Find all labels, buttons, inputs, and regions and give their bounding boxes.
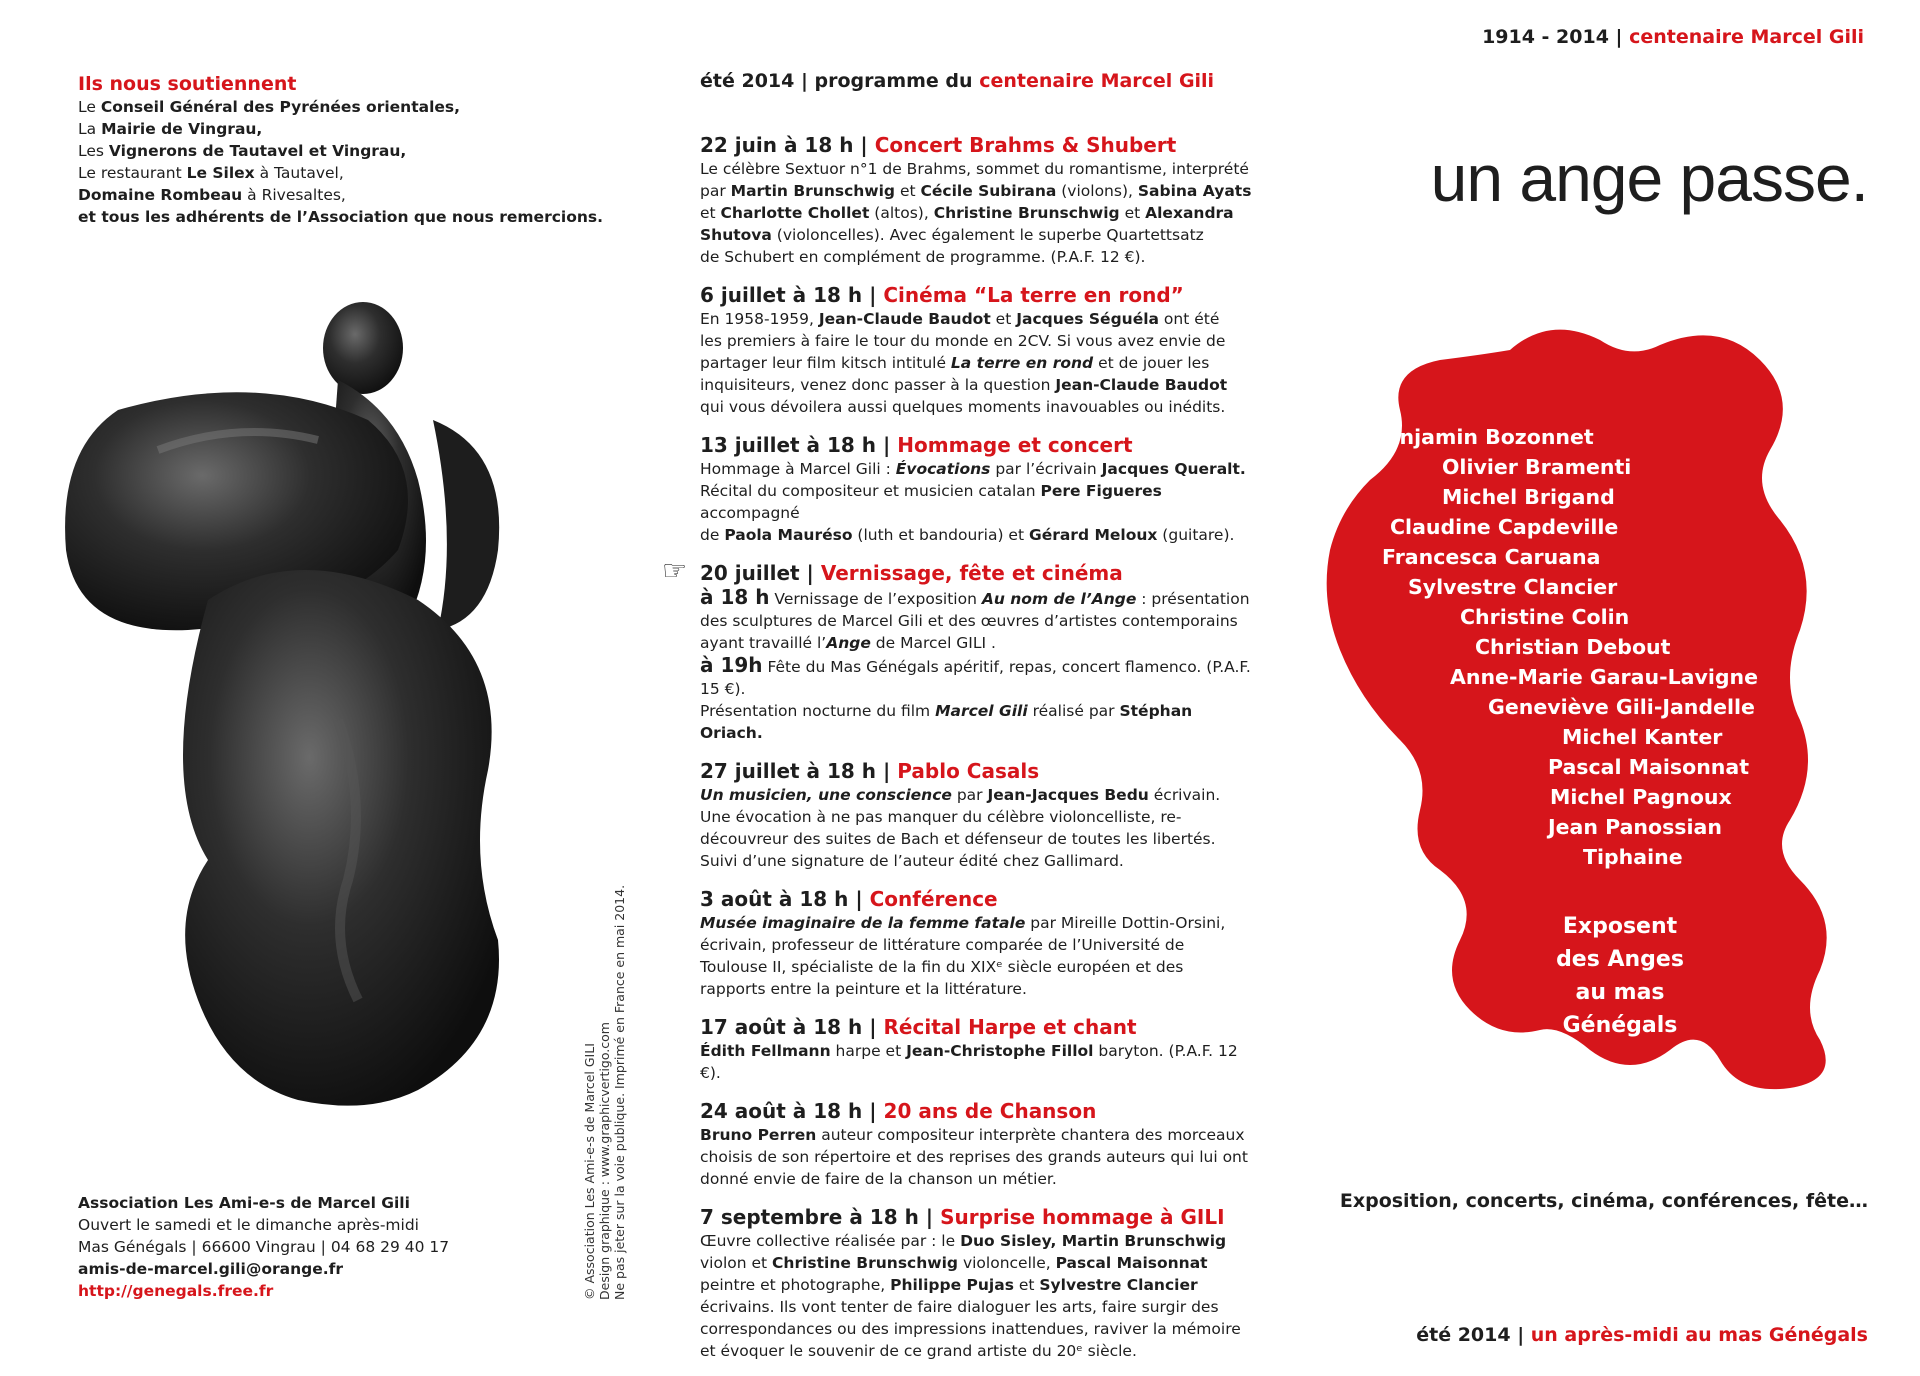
artist-name: Geneviève Gili-Jandelle — [1488, 695, 1755, 719]
event-date: 3 août à 18 h | — [700, 887, 863, 911]
event-description-line — [700, 374, 1260, 396]
event-heading — [700, 282, 1260, 308]
event-date: 20 juillet | — [700, 561, 814, 585]
text-run: Christine Brunschwig — [772, 1254, 959, 1272]
centenaire-highlight: centenaire Marcel Gili — [1629, 26, 1864, 48]
text-run: partager leur film kitsch intitulé — [700, 354, 951, 372]
event-description-line — [700, 1230, 1260, 1252]
event-description-line — [700, 700, 1260, 744]
text-run: Jean-Christophe Fillol — [906, 1042, 1094, 1060]
event-description-line — [700, 158, 1260, 180]
text-run: Le célèbre Sextuor n°1 de Brahms, sommet du romantisme, interprété — [700, 160, 1249, 178]
event-item — [700, 132, 1260, 268]
text-run: des sculptures de Marcel Gili et des œuvres d’artistes contemporains — [700, 612, 1238, 630]
text-run: Mairie de Vingrau, — [101, 120, 263, 138]
text-run: et tous les adhérents de l’Association que nous remercions. — [78, 208, 604, 226]
event-item — [700, 432, 1260, 546]
text-run: Martin Brunschwig — [730, 182, 896, 200]
text-run: à Rivesaltes, — [242, 186, 346, 204]
text-run: harpe et — [830, 1042, 907, 1060]
text-run: Toulouse II, spécialiste de la fin du XIXᵉ siècle européen et des — [700, 958, 1184, 976]
text-run: Sylvestre Clancier — [1039, 1276, 1198, 1294]
event-heading — [700, 758, 1260, 784]
text-run: à 18 h — [700, 585, 770, 609]
tagline-title: un ange passe. — [1430, 141, 1868, 215]
footer-line — [1416, 1324, 1868, 1346]
event-heading — [700, 1014, 1260, 1040]
text-run: Sabina Ayats — [1137, 182, 1252, 200]
event-description-line — [700, 352, 1260, 374]
angel-sculpture-image — [38, 300, 598, 1130]
text-run: peintre et photographe, — [700, 1276, 891, 1294]
event-description — [700, 784, 1260, 872]
event-description-line — [700, 308, 1260, 330]
supporters-list — [78, 96, 638, 228]
event-item — [700, 1204, 1260, 1362]
event-title: Conférence — [869, 887, 998, 911]
event-description — [700, 1040, 1260, 1084]
text-run: (violoncelles). Avec également le superbe Quartettsatz — [771, 226, 1204, 244]
credit-line: © Association Les Ami-e-s de Marcel GILI — [582, 1043, 597, 1300]
event-date: 27 juillet à 18 h | — [700, 759, 891, 783]
artist-name: Anne-Marie Garau-Lavigne — [1450, 665, 1759, 689]
text-run: inquisiteurs, venez donc passer à la question — [700, 376, 1056, 394]
text-run: Ange — [826, 634, 871, 652]
event-item — [700, 560, 1260, 744]
event-description-line — [700, 396, 1260, 418]
text-run: Évocations — [895, 460, 991, 478]
artist-name: Benjamin Bozonnet — [1370, 425, 1594, 449]
text-run: La — [78, 120, 102, 138]
supporters-title: Ils nous soutiennent — [78, 73, 297, 95]
event-date: 6 juillet à 18 h | — [700, 283, 877, 307]
event-item — [700, 1014, 1260, 1084]
text-run: découvreur des suites de Bach et défenseur de toutes les libertés. — [700, 830, 1216, 848]
footer-prefix: été 2014 | — [1416, 1324, 1531, 1346]
supporter-line — [78, 140, 638, 162]
text-run: : présentation — [1136, 590, 1250, 608]
text-run: violoncelle, — [958, 1254, 1056, 1272]
event-description-line — [700, 480, 1260, 524]
association-website-link[interactable]: http://genegals.free.fr — [78, 1282, 274, 1300]
text-run: Musée imaginaire de la femme fatale — [700, 914, 1026, 932]
text-run: auteur compositeur interprète chantera des morceaux — [816, 1126, 1245, 1144]
event-item — [700, 758, 1260, 872]
text-run: Pere Figueres — [1040, 482, 1162, 500]
event-description-line — [700, 806, 1260, 828]
text-run: à 19h — [700, 653, 763, 677]
text-run: Gérard Meloux — [1028, 526, 1158, 544]
pointing-hand-icon: ☞ — [662, 554, 688, 587]
artist-name: Pascal Maisonnat — [1548, 755, 1750, 779]
text-run: de Schubert en complément de programme. (P.A.F. 12 €). — [700, 248, 1146, 266]
text-run: par — [700, 182, 731, 200]
event-item — [700, 1098, 1260, 1190]
text-run: et — [1013, 1276, 1040, 1294]
artist-name: Jean Panossian — [1548, 815, 1722, 839]
text-run: Jacques Queralt. — [1101, 460, 1246, 478]
event-description-line — [700, 654, 1260, 700]
event-heading — [700, 432, 1260, 458]
text-run: Le — [78, 98, 101, 116]
text-run: les premiers à faire le tour du monde en 2CV. Si vous avez envie de — [700, 332, 1226, 350]
text-run: Un musicien, une conscience — [700, 786, 952, 804]
event-description-line — [700, 610, 1260, 632]
text-run: Suivi d’une signature de l’auteur édité chez Gallimard. — [700, 852, 1124, 870]
event-description-line — [700, 458, 1260, 480]
event-description-line — [700, 202, 1260, 224]
association-info — [78, 1192, 518, 1302]
text-run: correspondances ou des impressions inattendues, raviver la mémoire — [700, 1320, 1241, 1338]
text-run: et — [1119, 204, 1146, 222]
text-run: Philippe Pujas — [890, 1276, 1014, 1294]
text-run: Duo Sisley, Martin Brunschwig — [960, 1232, 1227, 1250]
event-description-line — [700, 934, 1260, 956]
exposent-line: des Anges — [1556, 947, 1684, 972]
text-run: Œuvre collective réalisée par : le — [700, 1232, 961, 1250]
artist-name: Claudine Capdeville — [1390, 515, 1619, 539]
event-description — [700, 458, 1260, 546]
centenaire-years: 1914 - 2014 | — [1482, 26, 1630, 48]
text-run: Fête du Mas Génégals apéritif, repas, concert flamenco. (P.A.F. 15 €). — [700, 658, 1251, 698]
event-heading — [700, 560, 1260, 586]
text-run: Jean-Jacques Bedu — [987, 786, 1149, 804]
text-run: La terre en rond — [950, 354, 1094, 372]
text-run: Présentation nocturne du film — [700, 702, 936, 720]
text-run: réalisé par — [1027, 702, 1120, 720]
artist-name: Michel Brigand — [1442, 485, 1615, 509]
event-heading — [700, 886, 1260, 912]
event-description-line — [700, 1146, 1260, 1168]
event-description-line — [700, 978, 1260, 1000]
text-run: violon et — [700, 1254, 773, 1272]
text-run: par — [951, 786, 988, 804]
event-description-line — [700, 850, 1260, 872]
text-run: rapports entre la peinture et la littérature. — [700, 980, 1027, 998]
event-date: 7 septembre à 18 h | — [700, 1205, 934, 1229]
text-run: Le restaurant — [78, 164, 187, 182]
text-run: En 1958-1959, — [700, 310, 819, 328]
text-run: et évoquer le souvenir de ce grand artiste du 20ᵉ siècle. — [700, 1342, 1137, 1360]
event-heading — [700, 132, 1260, 158]
text-run: Hommage à Marcel Gili : — [700, 460, 896, 478]
event-description-line — [700, 224, 1260, 246]
text-run: par Mireille Dottin-Orsini, — [1025, 914, 1226, 932]
event-description-line — [700, 956, 1260, 978]
text-run: ont été — [1159, 310, 1220, 328]
credit-line: Design graphique : www.graphicvertigo.com — [597, 1022, 612, 1300]
text-run: et — [700, 204, 721, 222]
text-run: (guitare). — [1157, 526, 1235, 544]
event-description-line — [700, 1274, 1260, 1296]
event-description-line — [700, 586, 1260, 610]
supporter-line — [78, 96, 638, 118]
event-heading — [700, 1204, 1260, 1230]
association-email[interactable]: amis-de-marcel.gili@orange.fr — [78, 1260, 343, 1278]
text-run: Domaine Rombeau — [78, 186, 243, 204]
program-header — [700, 70, 1214, 92]
event-description-line — [700, 1124, 1260, 1146]
event-description-line — [700, 1340, 1260, 1362]
event-description-line — [700, 1168, 1260, 1190]
event-heading — [700, 1098, 1260, 1124]
text-run: donné envie de faire de la chanson un métier. — [700, 1170, 1057, 1188]
text-run: Récital du compositeur et musicien catalan — [700, 482, 1041, 500]
text-run: (altos), — [869, 204, 934, 222]
association-hours: Ouvert le samedi et le dimanche après-midi — [78, 1216, 419, 1234]
event-description-line — [700, 180, 1260, 202]
supporter-line — [78, 184, 638, 206]
text-run: (luth et bandouria) et — [852, 526, 1029, 544]
text-run: Les — [78, 142, 109, 160]
event-description-line — [700, 1040, 1260, 1084]
text-run: par l’écrivain — [990, 460, 1102, 478]
event-description — [700, 912, 1260, 1000]
text-run: ayant travaillé l’ — [700, 634, 827, 652]
text-run: et — [990, 310, 1017, 328]
event-description-line — [700, 1318, 1260, 1340]
event-title: Surprise hommage à GILI — [940, 1205, 1225, 1229]
artist-name: Michel Pagnoux — [1550, 785, 1732, 809]
artist-name: Olivier Bramenti — [1442, 455, 1632, 479]
footer-highlight: un après-midi au mas Génégals — [1530, 1324, 1868, 1346]
event-description-line — [700, 1296, 1260, 1318]
event-description — [700, 158, 1260, 268]
text-run: Pascal Maisonnat — [1055, 1254, 1208, 1272]
text-run: Stéphan Oriach. — [700, 702, 1193, 742]
text-run: écrivains. Ils vont tenter de faire dialoguer les arts, faire surgir des — [700, 1298, 1219, 1316]
exposent-line: au mas Génégals — [1562, 980, 1678, 1038]
event-description-line — [700, 246, 1260, 268]
supporter-line — [78, 118, 638, 140]
program-header-highlight: centenaire Marcel Gili — [979, 70, 1215, 92]
text-run: Paola Mauréso — [724, 526, 853, 544]
credits-rotated — [582, 820, 642, 1300]
text-run: et — [895, 182, 921, 200]
text-run: de — [700, 526, 725, 544]
text-run: écrivain. — [1148, 786, 1221, 804]
text-run: Le Silex — [186, 164, 255, 182]
artist-name: Michel Kanter — [1562, 725, 1723, 749]
event-item — [700, 282, 1260, 418]
text-run: Vernissage de l’exposition — [769, 590, 982, 608]
event-description — [700, 586, 1260, 744]
event-title: Cinéma “La terre en rond” — [883, 283, 1184, 307]
text-run: accompagné — [700, 504, 800, 522]
text-run: Conseil Général des Pyrénées orientales, — [100, 98, 461, 116]
program-header-prefix: été 2014 | programme du — [700, 70, 980, 92]
event-title: Hommage et concert — [897, 433, 1133, 457]
text-run: Vignerons de Tautavel et Vingrau, — [108, 142, 407, 160]
event-description-line — [700, 912, 1260, 934]
event-date: 13 juillet à 18 h | — [700, 433, 891, 457]
events-list — [700, 132, 1260, 1376]
supporter-line — [78, 162, 638, 184]
text-run: choisis de son répertoire et des reprises des grands auteurs qui lui ont — [700, 1148, 1248, 1166]
text-run: baryton. (P.A.F. 12 €). — [700, 1042, 1238, 1082]
event-description — [700, 308, 1260, 418]
event-description-line — [700, 330, 1260, 352]
text-run: Marcel Gili — [935, 702, 1028, 720]
association-name: Association Les Ami-e-s de Marcel Gili — [78, 1194, 410, 1212]
text-run: Bruno Perren — [700, 1126, 817, 1144]
event-date: 24 août à 18 h | — [700, 1099, 877, 1123]
association-address: Mas Génégals | 66600 Vingrau | 04 68 29 40 17 — [78, 1238, 450, 1256]
event-title: Pablo Casals — [897, 759, 1040, 783]
text-run: Christine Brunschwig — [933, 204, 1120, 222]
event-title: Récital Harpe et chant — [883, 1015, 1137, 1039]
credit-line: Ne pas jeter sur la voie publique. Imprimé en France en mai 2014. — [612, 884, 627, 1300]
event-item — [700, 886, 1260, 1000]
event-description-line — [700, 828, 1260, 850]
event-title: Vernissage, fête et cinéma — [820, 561, 1123, 585]
text-run: Jacques Séguéla — [1016, 310, 1159, 328]
artist-name: Francesca Caruana — [1382, 545, 1601, 569]
text-run: Shutova — [700, 226, 772, 244]
event-description-line — [700, 524, 1260, 546]
text-run: et de jouer les — [1093, 354, 1210, 372]
artist-name: Christian Debout — [1475, 635, 1671, 659]
event-description — [700, 1124, 1260, 1190]
text-run: Au nom de l’Ange — [981, 590, 1137, 608]
text-run: (violons), — [1056, 182, 1138, 200]
text-run: à Tautavel, — [254, 164, 344, 182]
event-description-line — [700, 632, 1260, 654]
text-run: Alexandra — [1145, 204, 1234, 222]
text-run: Cécile Subirana — [920, 182, 1057, 200]
event-description-line — [700, 784, 1260, 806]
event-title: Concert Brahms & Shubert — [874, 133, 1177, 157]
event-description — [700, 1230, 1260, 1362]
text-run: de Marcel GILI . — [870, 634, 996, 652]
text-run: Jean-Claude Baudot — [1055, 376, 1228, 394]
exposent-block — [1520, 910, 1720, 1042]
artist-name: Christine Colin — [1460, 605, 1630, 629]
supporter-line — [78, 206, 638, 228]
event-date: 17 août à 18 h | — [700, 1015, 877, 1039]
subtitle: Exposition, concerts, cinéma, conférences, fête… — [1339, 1190, 1868, 1212]
text-run: Jean-Claude Baudot — [818, 310, 991, 328]
artist-name: Sylvestre Clancier — [1408, 575, 1618, 599]
event-description-line — [700, 1252, 1260, 1274]
text-run: Une évocation à ne pas manquer du célèbre violoncelliste, re- — [700, 808, 1182, 826]
artist-name: Tiphaine — [1583, 845, 1683, 869]
event-date: 22 juin à 18 h | — [700, 133, 868, 157]
event-title: 20 ans de Chanson — [883, 1099, 1097, 1123]
text-run: Charlotte Chollet — [720, 204, 870, 222]
text-run: Édith Fellmann — [700, 1042, 831, 1060]
centenaire-header — [1482, 26, 1864, 48]
exposent-line: Exposent — [1562, 914, 1678, 939]
text-run: qui vous dévoilera aussi quelques moments inavouables ou inédits. — [700, 398, 1226, 416]
text-run: écrivain, professeur de littérature comparée de l’Université de — [700, 936, 1185, 954]
supporters-block — [78, 72, 638, 228]
